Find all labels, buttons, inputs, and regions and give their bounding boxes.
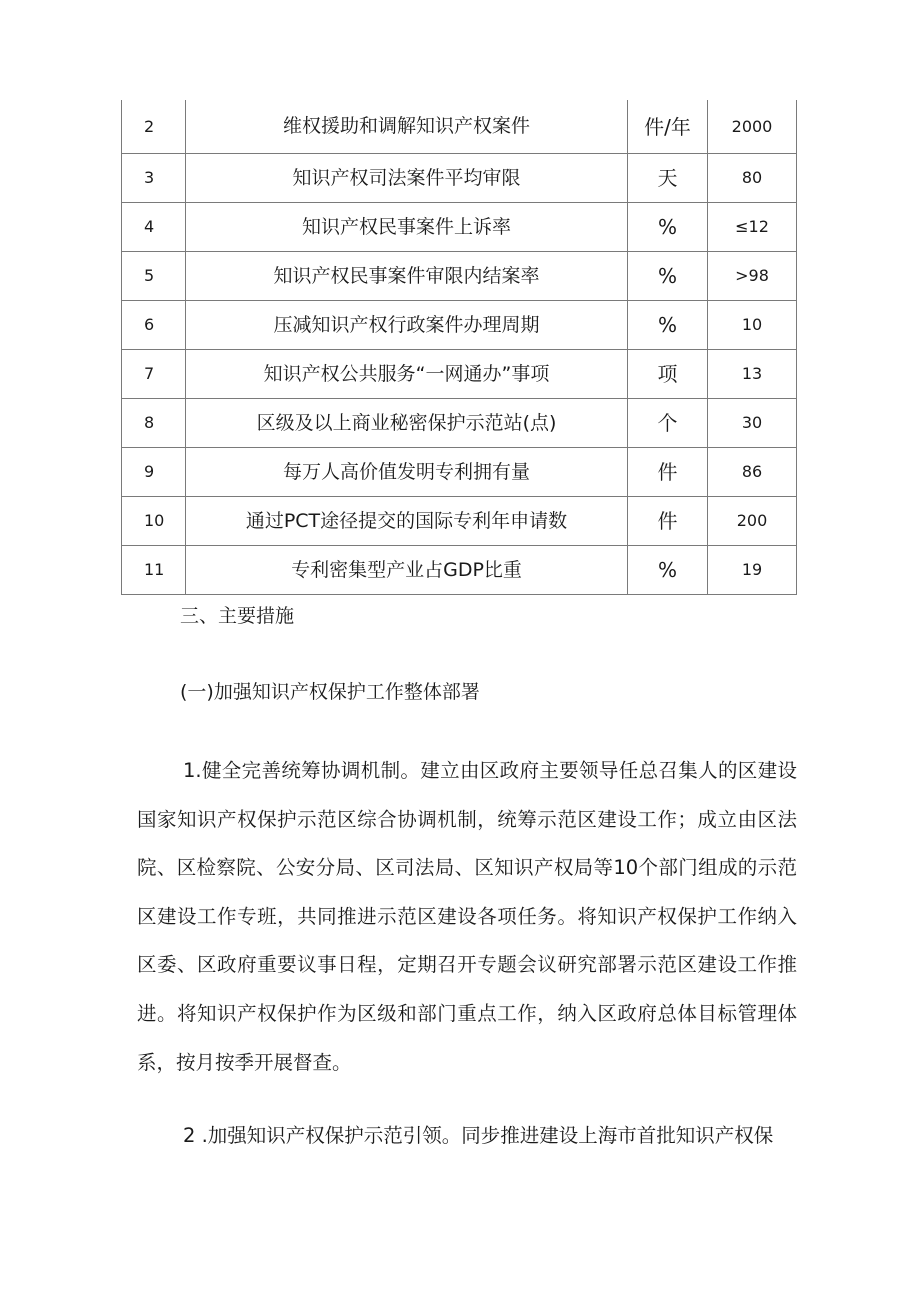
indicator-value: 200 [708,497,797,546]
row-number: 3 [122,154,186,203]
indicator-value: 80 [708,154,797,203]
indicator-name: 区级及以上商业秘密保护示范站(点) [186,399,628,448]
indicator-value: 86 [708,448,797,497]
indicator-name: 维权援助和调解知识产权案件 [186,100,628,154]
row-number: 9 [122,448,186,497]
indicator-value: 2000 [708,100,797,154]
indicator-name: 知识产权公共服务“一网通办”事项 [186,350,628,399]
indicator-unit: 天 [628,154,708,203]
row-number: 8 [122,399,186,448]
indicator-table [121,100,797,595]
row-number: 4 [122,203,186,252]
table-row [122,100,797,154]
row-number: 11 [122,546,186,595]
indicator-table-wrapper [121,100,796,595]
indicator-value: ≤12 [708,203,797,252]
indicator-name: 通过PCT途径提交的国际专利年申请数 [186,497,628,546]
body-paragraph: 1.健全完善统筹协调机制。建立由区政府主要领导任总召集人的区建设国家知识产权保护示范区综合协调机制，统筹示范区建设工作；成立由区法院、区检察院、公安分局、区司法局、区知识产权局等10个部门组成的示范区建设工作专班，共同推进示范区建设各项任务。将知识产权保护工作纳入区委、区政府重要议事日程，定期召开专题会议研究部署示范区建设工作推进。将知识产权保护作为区级和部门重点工作，纳入区政府总体目标管理体系，按月按季开展督查。 [137,759,797,1074]
indicator-unit: 个 [628,399,708,448]
table-row [122,546,797,595]
row-number: 5 [122,252,186,301]
indicator-unit: 项 [628,350,708,399]
table-row [122,203,797,252]
row-number: 2 [122,100,186,154]
indicator-value: 13 [708,350,797,399]
indicator-unit: % [628,546,708,595]
indicator-name: 每万人高价值发明专利拥有量 [186,448,628,497]
table-row [122,154,797,203]
indicator-unit: 件 [628,448,708,497]
indicator-value: >98 [708,252,797,301]
table-row [122,448,797,497]
indicator-name: 知识产权民事案件上诉率 [186,203,628,252]
section-heading: 三、主要措施 [180,605,295,627]
indicator-name: 专利密集型产业占GDP比重 [186,546,628,595]
indicator-value: 10 [708,301,797,350]
indicator-unit: % [628,301,708,350]
row-number: 7 [122,350,186,399]
table-row [122,252,797,301]
table-row [122,497,797,546]
table-row [122,301,797,350]
row-number: 6 [122,301,186,350]
indicator-name: 知识产权民事案件审限内结案率 [186,252,628,301]
table-row [122,399,797,448]
subsection-heading: (一)加强知识产权保护工作整体部署 [180,681,480,703]
row-number: 10 [122,497,186,546]
body-paragraph: 2 .加强知识产权保护示范引领。同步推进建设上海市首批知识产权保 [183,1124,774,1147]
indicator-unit: % [628,252,708,301]
indicator-unit: 件 [628,497,708,546]
table-row [122,350,797,399]
indicator-name: 知识产权司法案件平均审限 [186,154,628,203]
indicator-unit: % [628,203,708,252]
indicator-unit: 件/年 [628,100,708,154]
indicator-name: 压减知识产权行政案件办理周期 [186,301,628,350]
indicator-value: 30 [708,399,797,448]
indicator-value: 19 [708,546,797,595]
